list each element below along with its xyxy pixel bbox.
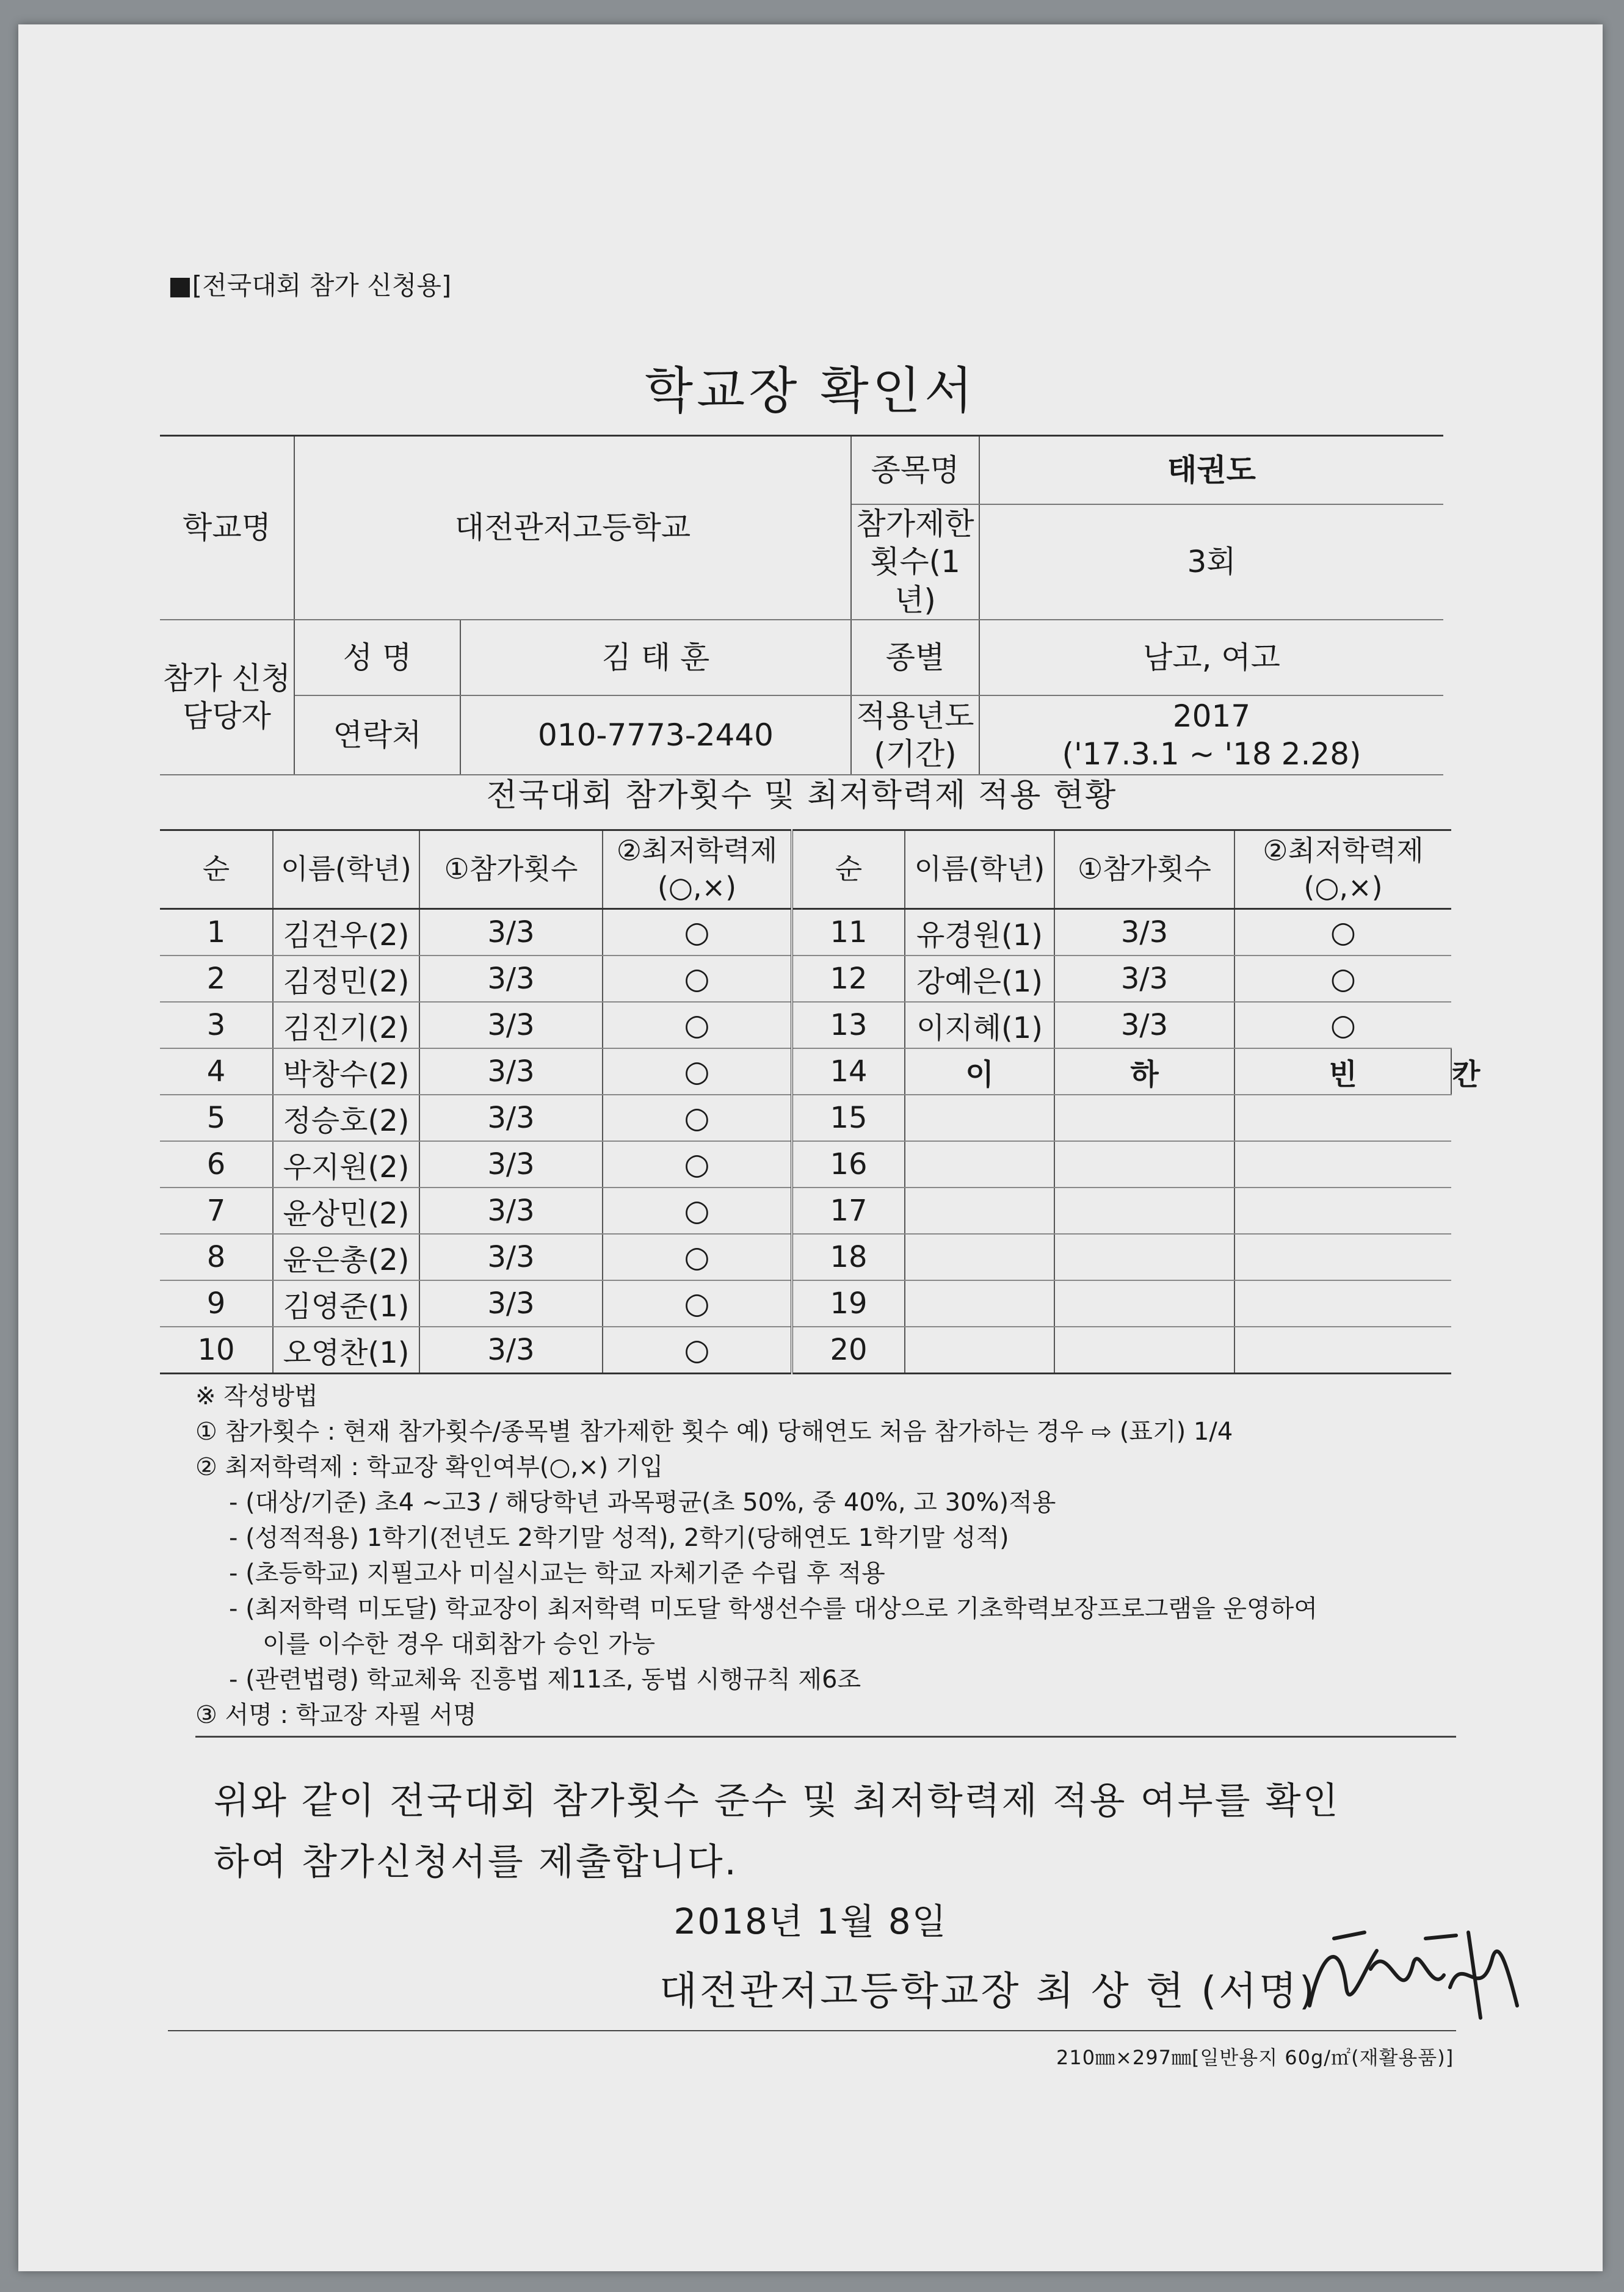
status-table-body bbox=[160, 830, 1481, 1374]
row-name bbox=[905, 1280, 1054, 1327]
row-mark: ○ bbox=[603, 1095, 792, 1141]
row-name: 윤은총(2) bbox=[273, 1234, 419, 1280]
table-row bbox=[160, 1234, 1451, 1280]
period-value: ('17.3.1 ~ '18 2.28) bbox=[1062, 736, 1361, 772]
footer-rule bbox=[168, 2030, 1456, 2031]
row-count: 3/3 bbox=[419, 909, 603, 956]
row-no: 14 bbox=[792, 1048, 905, 1095]
event-label: 종목명 bbox=[851, 436, 979, 504]
confirmation-line: 위와 같이 전국대회 참가횟수 준수 및 최저학력제 적용 여부를 확인 bbox=[214, 1780, 1340, 1822]
row-mark bbox=[1234, 1188, 1451, 1234]
guide-item: ③ 서명 : 학교장 자필 서명 bbox=[195, 1701, 477, 1729]
table-row bbox=[160, 1141, 1451, 1188]
status-table bbox=[160, 829, 1481, 1374]
row-mark: ○ bbox=[603, 1188, 792, 1234]
contact-label: 연락처 bbox=[294, 695, 460, 775]
row-name: 오영찬(1) bbox=[273, 1327, 419, 1374]
row-mark: ○ bbox=[603, 956, 792, 1002]
col-header-academic-2: ②최저학력제 (○,×) bbox=[1234, 830, 1451, 909]
row-count: 3/3 bbox=[419, 1095, 603, 1141]
row-mark bbox=[1234, 1280, 1451, 1327]
row-count bbox=[1054, 1188, 1234, 1234]
category-value: 남고, 여고 bbox=[979, 620, 1443, 695]
year-cell bbox=[979, 695, 1443, 775]
row-no: 7 bbox=[160, 1188, 273, 1234]
status-header-row bbox=[160, 830, 1451, 909]
row-no: 11 bbox=[792, 909, 905, 956]
row-no: 18 bbox=[792, 1234, 905, 1280]
row-mark bbox=[1234, 1095, 1451, 1141]
status-title: 전국대회 참가횟수 및 최저학력제 적용 현황 bbox=[486, 777, 1117, 814]
row-name bbox=[905, 1188, 1054, 1234]
row-no: 17 bbox=[792, 1188, 905, 1234]
row-count: 3/3 bbox=[419, 1327, 603, 1374]
table-row bbox=[160, 1327, 1451, 1374]
col-header-academic: ②최저학력제 (○,×) bbox=[603, 830, 792, 909]
row-count: 3/3 bbox=[419, 956, 603, 1002]
row-no: 12 bbox=[792, 956, 905, 1002]
contact-value: 010-7773-2440 bbox=[460, 695, 851, 775]
paper-spec: 210㎜×297㎜[일반용지 60g/㎡(재활용품)] bbox=[1056, 2046, 1454, 2069]
row-mark: ○ bbox=[603, 909, 792, 956]
principal-line: 대전관저고등학교장 최 상 현 (서명) bbox=[659, 1969, 1317, 2014]
guide-subitem: - (관련법령) 학교체육 진흥법 제11조, 동법 시행규칙 제6조 bbox=[229, 1666, 861, 1694]
guide-subitem: - (성적적용) 1학기(전년도 2학기말 성적), 2학기(당해연도 1학기말 성적) bbox=[229, 1524, 1009, 1552]
table-row bbox=[160, 909, 1451, 956]
row-count: 3/3 bbox=[1054, 1002, 1234, 1048]
row-count: 3/3 bbox=[419, 1280, 603, 1327]
col-header-count: ①참가횟수 bbox=[419, 830, 603, 909]
row-no: 6 bbox=[160, 1141, 273, 1188]
guide-subitem-cont: 이를 이수한 경우 대회참가 승인 가능 bbox=[263, 1630, 656, 1658]
guide-subitem: - (최저학력 미도달) 학교장이 최저학력 미도달 학생선수를 대상으로 기초학력보장프로그램을 운영하여 bbox=[229, 1595, 1318, 1623]
row-mark: ○ bbox=[603, 1234, 792, 1280]
row-name: 우지원(2) bbox=[273, 1141, 419, 1188]
row-mark bbox=[1234, 1234, 1451, 1280]
row-mark: ○ bbox=[603, 1327, 792, 1374]
row-mark: ○ bbox=[1234, 956, 1451, 1002]
row-mark: ○ bbox=[603, 1280, 792, 1327]
guide-item: ② 최저학력제 : 학교장 확인여부(○,×) 기입 bbox=[195, 1453, 664, 1481]
row-name: 윤상민(2) bbox=[273, 1188, 419, 1234]
col-header-name-2: 이름(학년) bbox=[905, 830, 1054, 909]
event-value: 태권도 bbox=[979, 436, 1443, 504]
row-name: 박창수(2) bbox=[273, 1048, 419, 1095]
limit-label: 참가제한 횟수(1년) bbox=[851, 504, 979, 620]
row-no: 20 bbox=[792, 1327, 905, 1374]
manager-label: 참가 신청 담당자 bbox=[160, 620, 294, 775]
row-name: 김진기(2) bbox=[273, 1002, 419, 1048]
form-tag: ■[전국대회 참가 신청용] bbox=[168, 270, 452, 300]
table-row bbox=[160, 1188, 1451, 1234]
guide-subitem: - (대상/기준) 초4 ~고3 / 해당학년 과목평균(초 50%, 중 40%, 고 30%)적용 bbox=[229, 1489, 1056, 1517]
row-name bbox=[905, 1141, 1054, 1188]
row-no: 16 bbox=[792, 1141, 905, 1188]
guide-subitem: - (초등학교) 지필고사 미실시교는 학교 자체기준 수립 후 적용 bbox=[229, 1559, 885, 1587]
guide-item: ① 참가횟수 : 현재 참가횟수/종목별 참가제한 횟수 예) 당해연도 처음 참가하는 경우 ⇨ (표기) 1/4 bbox=[195, 1418, 1233, 1446]
document-page bbox=[18, 24, 1603, 2271]
row-no: 10 bbox=[160, 1327, 273, 1374]
row-name: 강예은(1) bbox=[905, 956, 1054, 1002]
header-table bbox=[160, 435, 1443, 775]
confirmation-line: 하여 참가신청서를 제출합니다. bbox=[214, 1841, 738, 1884]
page-title: 학교장 확인서 bbox=[644, 362, 977, 420]
blank-marker: 이 bbox=[905, 1048, 1054, 1095]
row-count: 3/3 bbox=[419, 1002, 603, 1048]
row-mark bbox=[1234, 1327, 1451, 1374]
row-name: 정승호(2) bbox=[273, 1095, 419, 1141]
col-header-no: 순 bbox=[160, 830, 273, 909]
blank-marker bbox=[1234, 1048, 1451, 1095]
row-count: 3/3 bbox=[1054, 909, 1234, 956]
blank-marker: 하 bbox=[1054, 1048, 1234, 1095]
row-count bbox=[1054, 1095, 1234, 1141]
row-mark: ○ bbox=[603, 1141, 792, 1188]
col-header-count-2: ①참가횟수 bbox=[1054, 830, 1234, 909]
row-name bbox=[905, 1095, 1054, 1141]
category-label: 종별 bbox=[851, 620, 979, 695]
row-no: 2 bbox=[160, 956, 273, 1002]
row-count bbox=[1054, 1141, 1234, 1188]
row-count bbox=[1054, 1280, 1234, 1327]
row-name bbox=[905, 1234, 1054, 1280]
row-count: 3/3 bbox=[419, 1234, 603, 1280]
row-no: 5 bbox=[160, 1095, 273, 1141]
year-label: 적용년도 (기간) bbox=[851, 695, 979, 775]
row-name: 이지혜(1) bbox=[905, 1002, 1054, 1048]
row-name: 김건우(2) bbox=[273, 909, 419, 956]
name-label: 성 명 bbox=[294, 620, 460, 695]
col-header-no-2: 순 bbox=[792, 830, 905, 909]
confirmation-text bbox=[214, 1771, 1447, 1893]
table-row bbox=[160, 1095, 1451, 1141]
row-count bbox=[1054, 1327, 1234, 1374]
signature-image bbox=[1297, 1914, 1529, 2036]
row-no: 19 bbox=[792, 1280, 905, 1327]
row-name: 유경원(1) bbox=[905, 909, 1054, 956]
row-no: 1 bbox=[160, 909, 273, 956]
row-count: 3/3 bbox=[1054, 956, 1234, 1002]
limit-value: 3회 bbox=[979, 504, 1443, 620]
divider-bottom bbox=[195, 1736, 1456, 1738]
row-name bbox=[905, 1327, 1054, 1374]
row-no: 9 bbox=[160, 1280, 273, 1327]
table-row bbox=[160, 956, 1451, 1002]
row-no: 3 bbox=[160, 1002, 273, 1048]
blank-marker-char: 빈 bbox=[1329, 1057, 1357, 1092]
writing-guide bbox=[195, 1379, 1465, 1733]
row-no: 15 bbox=[792, 1095, 905, 1141]
row-mark: ○ bbox=[603, 1048, 792, 1095]
table-row: 4 박창수(2) 3/3 ○ 14 이 하 빈 칸 bbox=[160, 1048, 1451, 1095]
row-no: 8 bbox=[160, 1234, 273, 1280]
name-value: 김 태 훈 bbox=[460, 620, 851, 695]
row-count bbox=[1054, 1234, 1234, 1280]
row-mark bbox=[1234, 1141, 1451, 1188]
row-mark: ○ bbox=[603, 1002, 792, 1048]
row-no: 13 bbox=[792, 1002, 905, 1048]
row-count: 3/3 bbox=[419, 1048, 603, 1095]
row-mark: ○ bbox=[1234, 909, 1451, 956]
row-name: 김영준(1) bbox=[273, 1280, 419, 1327]
col-header-name: 이름(학년) bbox=[273, 830, 419, 909]
school-value: 대전관저고등학교 bbox=[294, 436, 851, 620]
school-label: 학교명 bbox=[160, 436, 294, 620]
guide-heading: ※ 작성방법 bbox=[195, 1382, 318, 1410]
row-no: 4 bbox=[160, 1048, 273, 1095]
row-count: 3/3 bbox=[419, 1141, 603, 1188]
year-value: 2017 bbox=[1172, 698, 1251, 734]
row-mark: ○ bbox=[1234, 1002, 1451, 1048]
issue-date: 2018년 1월 8일 bbox=[673, 1901, 948, 1942]
table-row bbox=[160, 1002, 1451, 1048]
table-row bbox=[160, 1280, 1451, 1327]
row-name: 김정민(2) bbox=[273, 956, 419, 1002]
row-count: 3/3 bbox=[419, 1188, 603, 1234]
